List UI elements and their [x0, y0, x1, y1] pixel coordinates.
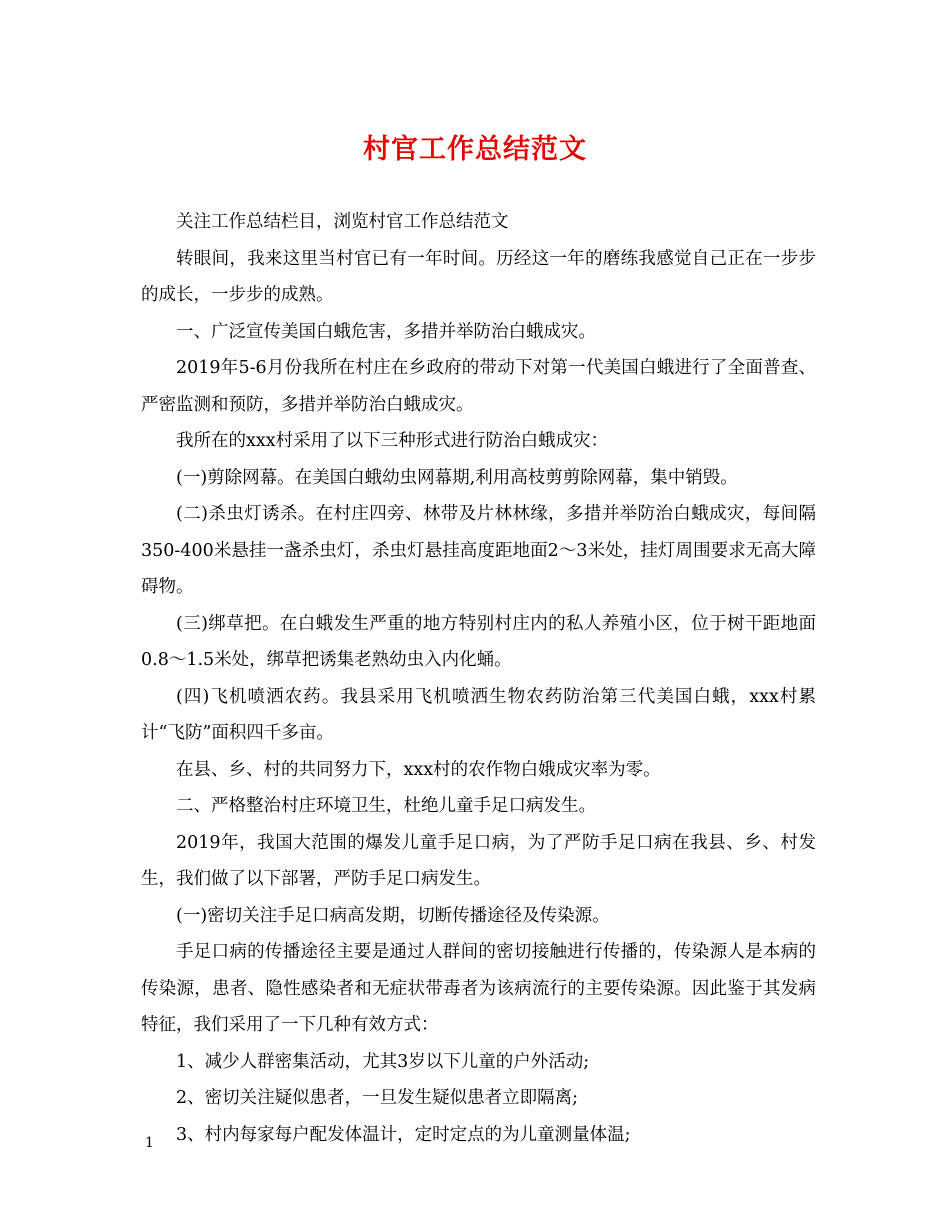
paragraph: 转眼间，我来这里当村官已有一年时间。历经这一年的磨练我感觉自己正在一步步的成长，一步步的成熟。 [141, 248, 816, 305]
list-item: (一)剪除网幕。在美国白蛾幼虫网幕期,利用高枝剪剪除网幕，集中销毁。 [176, 467, 738, 488]
paragraph: 关注工作总结栏目，浏览村官工作总结范文 [176, 212, 509, 232]
paragraph: 手足口病的传播途径主要是通过人群间的密切接触进行传播的，传染源人是本病的传染源，患者、隐性感染者和无症状带毒者为该病流行的主要传染源。因此鉴于其发病特征，我们采用了一下几种有效方式： [141, 942, 816, 1035]
page-title: 村官工作总结范文 [363, 134, 587, 165]
list-item: 2、密切关注疑似患者，一旦发生疑似患者立即隔离; [176, 1088, 579, 1108]
list-item: (一)密切关注手足口病高发期，切断传播途径及传染源。 [176, 905, 610, 926]
list-item: 3、村内每家每户配发体温计，定时定点的为儿童测量体温; [176, 1124, 631, 1145]
paragraph: 在县、乡、村的共同努力下，xxx村的农作物白娥成灾率为零。 [176, 759, 661, 780]
paragraph: 2019年5-6月份我所在村庄在乡政府的带动下对第一代美国白蛾进行了全面普查、严密监测和预防，多措并举防治白蛾成灾。 [141, 358, 816, 415]
page-number: 1 [145, 1135, 154, 1151]
paragraph: 2019年，我国大范围的爆发儿童手足口病，为了严防手足口病在我县、乡、村发生，我们做了以下部署，严防手足口病发生。 [141, 832, 816, 889]
document-body [141, 204, 816, 1153]
section-heading: 二、严格整治村庄环境卫生，杜绝儿童手足口病发生。 [176, 796, 596, 816]
list-item: 1、减少人群密集活动，尤其3岁以下儿童的户外活动; [176, 1051, 590, 1072]
list-item: (四)飞机喷洒农药。我县采用飞机喷洒生物农药防治第三代美国白蛾，xxx村累计“飞防”面积四千多亩。 [141, 686, 816, 743]
paragraph: 我所在的xxx村采用了以下三种形式进行防治白蛾成灾： [176, 431, 609, 451]
list-item: (三)绑草把。在白蛾发生严重的地方特别村庄内的私人养殖小区，位于树干距地面0.8～1.5米处，绑草把诱集老熟幼虫入内化蛹。 [141, 613, 816, 670]
section-heading: 一、广泛宣传美国白蛾危害，多措并举防治白蛾成灾。 [176, 321, 596, 342]
list-item: (二)杀虫灯诱杀。在村庄四旁、林带及片林林缘，多措并举防治白蛾成灾，每间隔350-400米悬挂一盏杀虫灯，杀虫灯悬挂高度距地面2～3米处，挂灯周围要求无高大障碍物。 [141, 504, 816, 597]
